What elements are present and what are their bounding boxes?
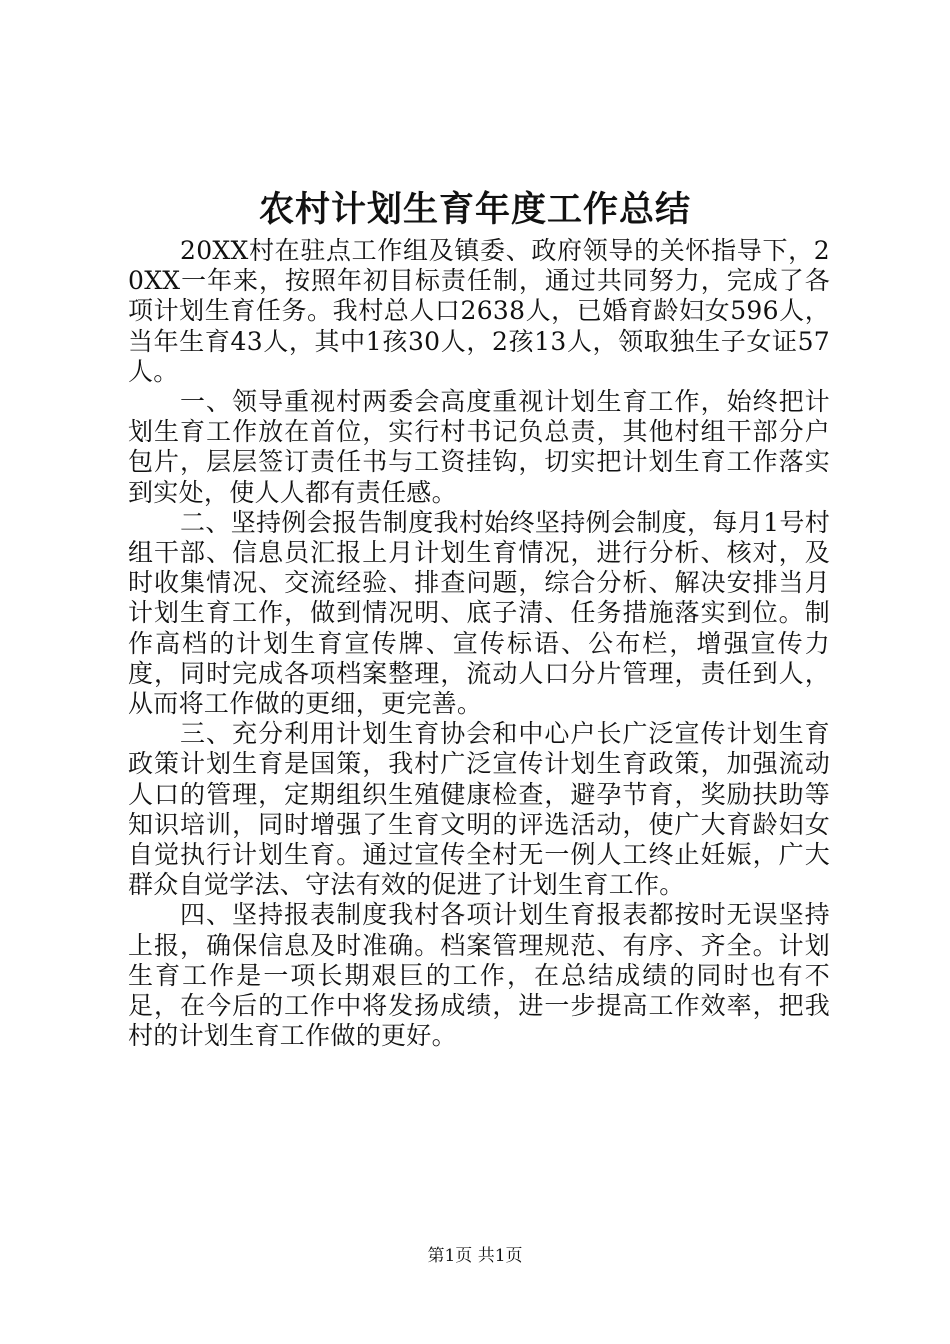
document-title: 农村计划生育年度工作总结 xyxy=(258,189,691,230)
paragraph-section-4: 四、坚持报表制度我村各项计划生育报表都按时无误坚持上报，确保信息及时准确。档案管理规范、有序、齐全。计划生育工作是一项长期艰巨的工作，在总结成绩的同时也有不足，在今后的工作中将发扬成绩，进一步提高工作效率，把我村的计划生育工作做的更好。 xyxy=(128,900,830,1051)
paragraph-section-1: 一、领导重视村两委会高度重视计划生育工作，始终把计划生育工作放在首位，实行村书记负总责，其他村组干部分户包片，层层签订责任书与工资挂钩，切实把计划生育工作落实到实处，使人人都有责任感。 xyxy=(128,387,830,507)
page-footer: 第1页 共1页 xyxy=(427,1246,523,1266)
document-body xyxy=(128,236,830,1051)
paragraph-section-3: 三、充分利用计划生育协会和中心户长广泛宣传计划生育政策计划生育是国策，我村广泛宣传计划生育政策，加强流动人口的管理，定期组织生殖健康检查，避孕节育，奖励扶助等知识培训，同时增强了生育文明的评选活动，使广大育龄妇女自觉执行计划生育。通过宣传全村无一例人工终止妊娠，广大群众自觉学法、守法有效的促进了计划生育工作。 xyxy=(128,719,830,900)
paragraph-intro: 20XX村在驻点工作组及镇委、政府领导的关怀指导下，20XX一年来，按照年初目标责任制，通过共同努力，完成了各项计划生育任务。我村总人口2638人，已婚育龄妇女596人，当年生育43人，其中1孩30人，2孩13人，领取独生子女证57人。 xyxy=(128,236,830,386)
paragraph-section-2: 二、坚持例会报告制度我村始终坚持例会制度，每月1号村组干部、信息员汇报上月计划生育情况，进行分析、核对，及时收集情况、交流经验、排查问题，综合分析、解决安排当月计划生育工作，做到情况明、底子清、任务措施落实到位。制作高档的计划生育宣传牌、宣传标语、公布栏，增强宣传力度，同时完成各项档案整理，流动人口分片管理，责任到人，从而将工作做的更细，更完善。 xyxy=(128,507,830,719)
